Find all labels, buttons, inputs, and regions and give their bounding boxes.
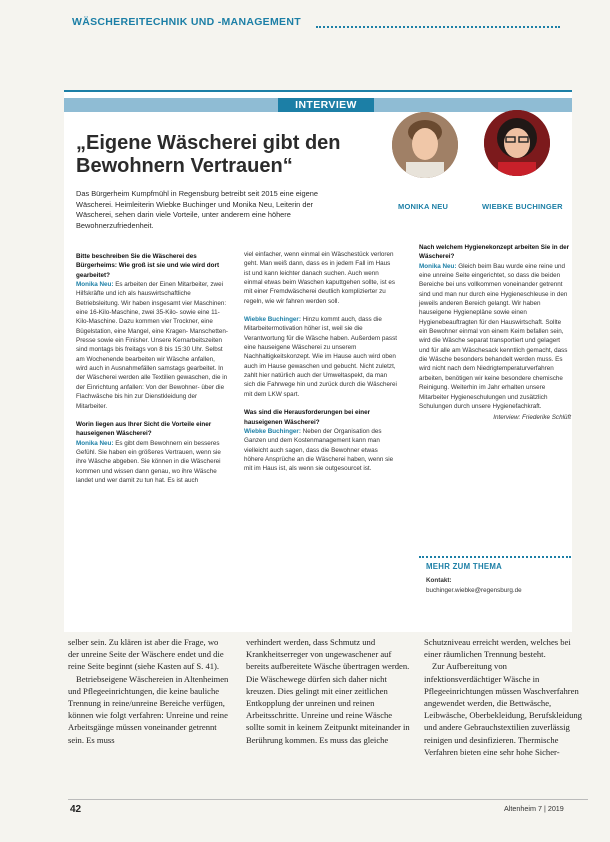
answer: Gleich beim Bau wurde eine reine und eine unreine Seite eingerichtet, so dass die beiden Bereiche bei uns vollkommen voneinander getrennt sind und man nur durch eine Hygieneschleuse in den jeweils anderen Bereich gelangt. Wir haben hauseigene Hygienepläne sowie einen Hygienebeauftragten für den Hauswirtschaft. Sollte ein Bewohner einmal von einem Keim befallen sein, wird die Wäsche separat transportiert und gelagert und für alle am Wäschesack kenntlich gemacht, dass die Wäsche besonders behandelt werden muss. Es wird nicht nach dem Niedrigtemperaturverfahren arbeiten, benötigen wir keine besondere chemische Reinigung. Weiterhin im Jahr erhalten unsere Mitarbeiter Hygieneschulungen und zusätzlich Schulungen durch unsere Hygienefachkraft. — [419, 262, 568, 410]
article-intro: Das Bürgerheim Kumpfmühl in Regensburg betreibt seit 2015 eine eigene Wäscherei. Heimleiterin Wiebke Buchinger und Monika Neu, Leiterin der Wäscherei, sehen darin viele Vorteile, unter anderem eine höhere Bewohnerzufriedenheit. — [76, 189, 318, 230]
caption-wiebke-buchinger: WIEBKE BUCHINGER — [482, 202, 563, 211]
interview-column-1 — [76, 252, 228, 494]
paragraph: Schutzniveau erreicht werden, welches bei einer räumlichen Trennung besteht. — [424, 637, 571, 660]
portrait-wiebke-buchinger — [484, 110, 550, 176]
question: Bitte beschreiben Sie die Wäscherei des Bürgerheims: Wie groß ist sie und wie wird dort gearbeitet? — [76, 253, 220, 279]
speaker: Wiebke Buchinger: — [244, 316, 301, 324]
more-info-contact — [426, 576, 522, 596]
contact-label: Kontakt: — [426, 577, 452, 584]
magazine-issue: Altenheim 7 | 2019 — [504, 804, 564, 813]
question: Worin liegen aus Ihrer Sicht die Vorteile einer hauseigenen Wäscherei? — [76, 420, 212, 438]
speaker: Wiebke Buchinger: — [244, 427, 301, 435]
page-number: 42 — [70, 804, 82, 815]
paragraph: Betriebseigene Wäschereien in Altenheimen und Pflegeeinrichtungen, die keine bauliche Trennung in reine/unreine Bereiche verfügen, können wie folgt verfahren: Unreine und reine Arbeitsgänge müssen voneinander getrennt sein. Es muss — [68, 673, 229, 745]
speaker: Monika Neu: — [419, 262, 457, 270]
answer: Hinzu kommt auch, dass die Mitarbeitermotivation höher ist, weil sie die Verantwortung für die Wäsche haben. Außerdem passt eine hauseigene Wäscherei zu unserem Nachhaltigkeitskonzept. Wie im Hause auch wird oben auch im Hause gewaschen und gebucht. Nicht zuletzt, zahlt hier natürlich auch der Umweltaspekt, da man sich die Fahrwege hin und zurück durch die Wäscherei mit dem LKW spart. — [244, 316, 397, 398]
caption-monika-neu: MONIKA NEU — [398, 202, 449, 211]
section-heading: WÄSCHEREITECHNIK UND -MANAGEMENT — [72, 16, 301, 28]
interview-credit: Interview: Friederike Schlüft — [493, 414, 571, 422]
question: Was sind die Herausforderungen bei einer hauseigenen Wäscherei? — [244, 409, 371, 426]
speaker: Monika Neu: — [76, 281, 114, 289]
answer: Es gibt dem Bewohnern ein besseres Gefühl. Sie haben ein größeres Vertrauen, wenn sie ihre Wäsche abgeben. Sie können in die Wäscherei kommen und wissen dann genau, wo ihre Wäsche landet und wer damit zu tun hat. Es ist auch — [76, 439, 221, 484]
contact-email-link[interactable]: buchinger.wiebke@regensburg.de — [426, 587, 522, 594]
speaker: Monika Neu: — [76, 439, 114, 447]
body-column-3 — [424, 636, 586, 758]
footer-rule — [68, 799, 588, 800]
more-info-heading: MEHR ZUM THEMA — [426, 562, 503, 571]
interview-tag: INTERVIEW — [278, 98, 374, 112]
paragraph: verhindert werden, dass Schmutz und Krankheitserreger von ungewaschener auf bereits aufbereitete Wäsche übertragen werden. Die Wäschewege dürfen sich daher nicht kreuzen. Dies gelingt mit einer zeitlichen Entkopplung der unreinen und reinen Arbeitsschritte. Unreine und reine Wäsche sollte somit in keinem Zeitpunkt miteinander in Berührung kommen. Es muss das gleiche — [246, 637, 410, 745]
interview-column-3 — [419, 243, 571, 432]
paragraph: selber sein. Zu klären ist aber die Frage, wo der unreine Seite der Wäschere endet und die reine Seite beginnt (siehe Kasten auf S. 41). — [68, 637, 224, 672]
question: Nach welchem Hygienekonzept arbeiten Sie in der Wäscherei? — [419, 244, 570, 261]
body-column-1 — [68, 636, 230, 746]
body-column-2 — [246, 636, 410, 746]
article-headline: „Eigene Wäscherei gibt den Bewohnern Vertrauen“ — [76, 132, 341, 177]
answer: Es arbeiten der Einen Mitarbeiter, zwei Hilfskräfte und ich als hauswirtschaftliche Betriebsleitung. Wir haben insgesamt vier Maschinen: eine 16-Kilo-Maschine, zwei 35-Kilo- sowie eine 11-Kilo-Maschine. Dazu kommen vier Trockner, eine Bügelstation, eine Mangel, eine Kragen- Manschetten-Presse sowie ein Finisher. Unsere Kernarbeitszeiten sind montags bis freitags von 8 bis 15:30 Uhr. Selbst am Wochenende bearbeiten wir Wäsche anfallen, wird auch in Ausnahmefällen samstags gearbeitet. In der Wäscherei werden alle Textilien gewaschen, die in der Einrichtung anfallen: Von der Bewohner- über die Flachwäsche bis hin zur Dienstkleidung der Mitarbeiter. — [76, 281, 228, 410]
answer: viel einfacher, wenn einmal ein Wäschestück verloren geht. Man weiß dann, dass es in jedem Fall im Haus ist und kann leichter danach suchen. Auch wenn einmal etwas beim Waschen kaputtgehen sollte, ist es mit einer Fremdwäscherei deutlich komplizierter zu regeln, wie wir fahren werden soll. — [244, 251, 395, 305]
portrait-monika-neu — [392, 112, 458, 178]
interview-column-2 — [244, 250, 398, 483]
paragraph: Zur Aufbereitung von infektionsverdächtiger Wäsche in Pflegeeinrichtungen müssen Waschverfahren angewendet werden, die Bettwäsche, Leibwäsche, Oberbekleidung, Berufskleidung und andere Gebrauchstextilien zuverlässig reinigen und desinfizieren. Thermische Verfahren bieten eine sehr hohe Sicher- — [424, 661, 582, 757]
answer: Neben der Organisation des Ganzen und dem Kostenmanagement kann man vielleicht auch sagen, dass die Bewohner etwas höhere Ansprüche an die Wäscherei haben, wenn sie mit im Haus ist, als wenn sie outgesourcet ist. — [244, 427, 394, 473]
section-divider — [316, 26, 560, 28]
